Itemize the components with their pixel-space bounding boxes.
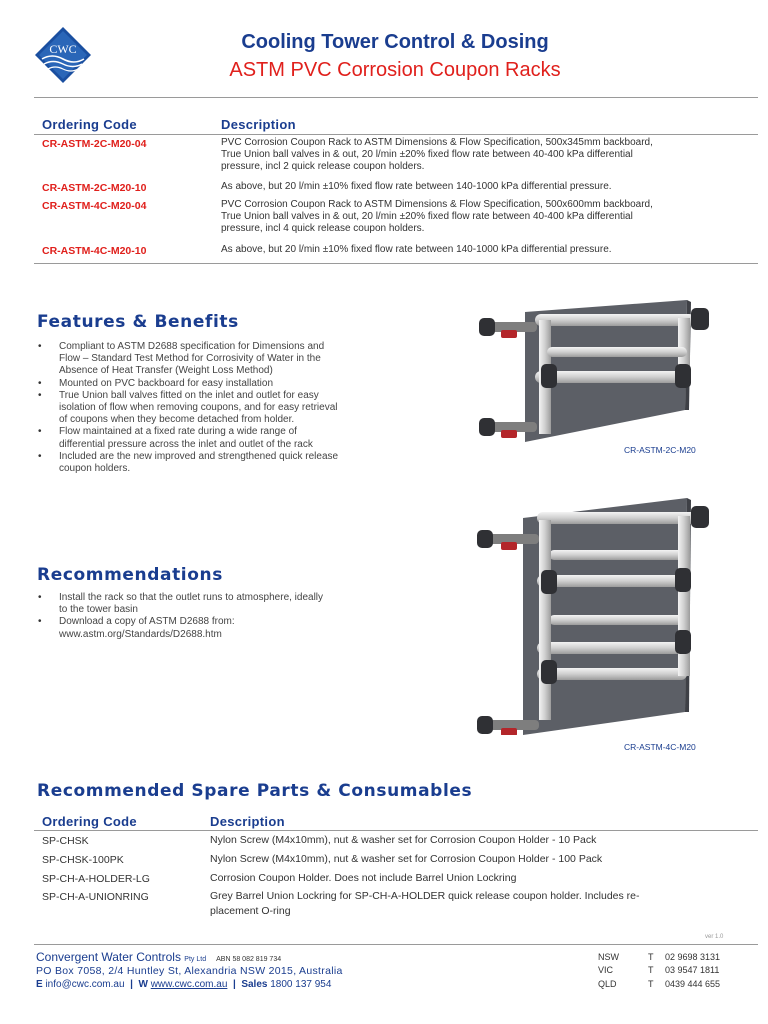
list-item: • Flow maintained at a fixed rate during a wide range of differential pressure across the inlet and outlet of the rack	[34, 426, 414, 450]
spare-code-cell: SP-CH-A-HOLDER-LG	[42, 873, 150, 885]
office-phone: 03 9547 1811	[665, 965, 720, 975]
website-link[interactable]: www.cwc.com.au	[150, 979, 228, 990]
list-item: • Compliant to ASTM D2688 specification for Dimensions and Flow – Standard Test Method for Corrosivity of Water in the Absence of Heat Transfer (Weight Loss Method)	[34, 341, 414, 378]
page-title: Cooling Tower Control & Dosing	[241, 31, 549, 53]
company-name: Convergent Water Controls Pty Ltd ABN 58 082 819 734	[36, 950, 282, 964]
spare-code-cell: SP-CH-A-UNIONRING	[42, 891, 149, 903]
spare-code-cell: SP-CHSK-100PK	[42, 854, 124, 866]
rack-2c-image	[465, 292, 725, 452]
office-phone-label: T	[648, 979, 654, 989]
description-cell: As above, but 20 l/min ±10% fixed flow rate between 140-1000 kPa differential pressure.	[221, 181, 612, 192]
office-state: VIC	[598, 965, 614, 975]
list-item: • Download a copy of ASTM D2688 from: www.astm.org/Standards/D2688.htm	[34, 616, 414, 640]
ordering-code-cell: CR-ASTM-4C-M20-10	[42, 245, 147, 257]
page-subtitle: ASTM PVC Corrosion Coupon Racks	[229, 59, 561, 81]
footer-divider	[34, 944, 758, 945]
office-phone-label: T	[648, 965, 654, 975]
recommendations-list	[34, 592, 414, 641]
header-divider	[34, 97, 758, 98]
features-heading: Features & Benefits	[37, 312, 239, 332]
spare-description-cell: Corrosion Coupon Holder. Does not include Barrel Union Lockring	[210, 872, 517, 884]
ordering-code-header: Ordering Code	[42, 117, 137, 132]
description-cell: As above, but 20 l/min ±10% fixed flow rate between 140-1000 kPa differential pressure.	[221, 244, 612, 255]
spares-code-header: Ordering Code	[42, 814, 137, 829]
spare-description-cell: Nylon Screw (M4x10mm), nut & washer set for Corrosion Coupon Holder - 100 Pack	[210, 853, 603, 865]
office-phone-label: T	[648, 952, 654, 962]
office-state: NSW	[598, 952, 619, 962]
ordering-code-cell: CR-ASTM-4C-M20-04	[42, 200, 147, 212]
features-list	[34, 341, 414, 475]
email-link[interactable]: info@cwc.com.au	[45, 979, 125, 990]
contact-line: E info@cwc.com.au | W www.cwc.com.au | Sales 1800 137 954	[36, 979, 332, 990]
rack-4c-caption: CR-ASTM-4C-M20	[624, 742, 696, 752]
version-label: ver 1.0	[705, 934, 724, 940]
company-address: PO Box 7058, 2/4 Huntley St, Alexandria NSW 2015, Australia	[36, 965, 343, 977]
spare-code-cell: SP-CHSK	[42, 835, 89, 847]
office-phone: 0439 444 655	[665, 979, 721, 989]
rack-2c-caption: CR-ASTM-2C-M20	[624, 445, 696, 455]
ordering-code-cell: CR-ASTM-2C-M20-10	[42, 182, 147, 194]
list-item: • True Union ball valves fitted on the inlet and outlet for easy isolation of flow when removing coupons, and for easy retrieval of coupons when they become detached from holder.	[34, 390, 414, 427]
table-bottom-divider	[34, 263, 758, 264]
svg-text:CWC: CWC	[49, 42, 77, 56]
rack-4c-image	[465, 490, 725, 735]
office-phone: 02 9698 3131	[665, 952, 721, 962]
list-item: • Mounted on PVC backboard for easy installation	[34, 378, 414, 390]
ordering-code-cell: CR-ASTM-2C-M20-04	[42, 138, 147, 150]
spares-description-header: Description	[210, 814, 285, 829]
description-cell: PVC Corrosion Coupon Rack to ASTM Dimensions & Flow Specification, 500x345mm backboard, True Union ball valves in & out, 20 l/min ±20% fixed flow rate between 40-400 kPa differential pressure, incl 2 quick release coupon holders.	[221, 137, 653, 172]
spare-description-cell: Nylon Screw (M4x10mm), nut & washer set for Corrosion Coupon Holder - 10 Pack	[210, 834, 597, 846]
sales-phone: 1800 137 954	[270, 979, 332, 990]
description-cell: PVC Corrosion Coupon Rack to ASTM Dimensions & Flow Specification, 500x600mm backboard, True Union ball valves in & out, 20 l/min ±20% fixed flow rate between 40-400 kPa differential pressure, incl 4 quick release coupon holders.	[221, 199, 653, 234]
table-header-divider	[34, 134, 758, 135]
list-item: • Included are the new improved and strengthened quick release coupon holders.	[34, 451, 414, 475]
spares-heading: Recommended Spare Parts & Consumables	[37, 781, 473, 801]
description-header: Description	[221, 117, 296, 132]
list-item: • Install the rack so that the outlet runs to atmosphere, ideally to the tower basin	[34, 592, 414, 616]
spare-description-cell: Grey Barrel Union Lockring for SP-CH-A-HOLDER quick release coupon holder. Includes re- placement O-ring	[210, 890, 640, 917]
spares-header-divider	[34, 830, 758, 831]
recommendations-heading: Recommendations	[37, 565, 223, 585]
office-state: QLD	[598, 979, 617, 989]
